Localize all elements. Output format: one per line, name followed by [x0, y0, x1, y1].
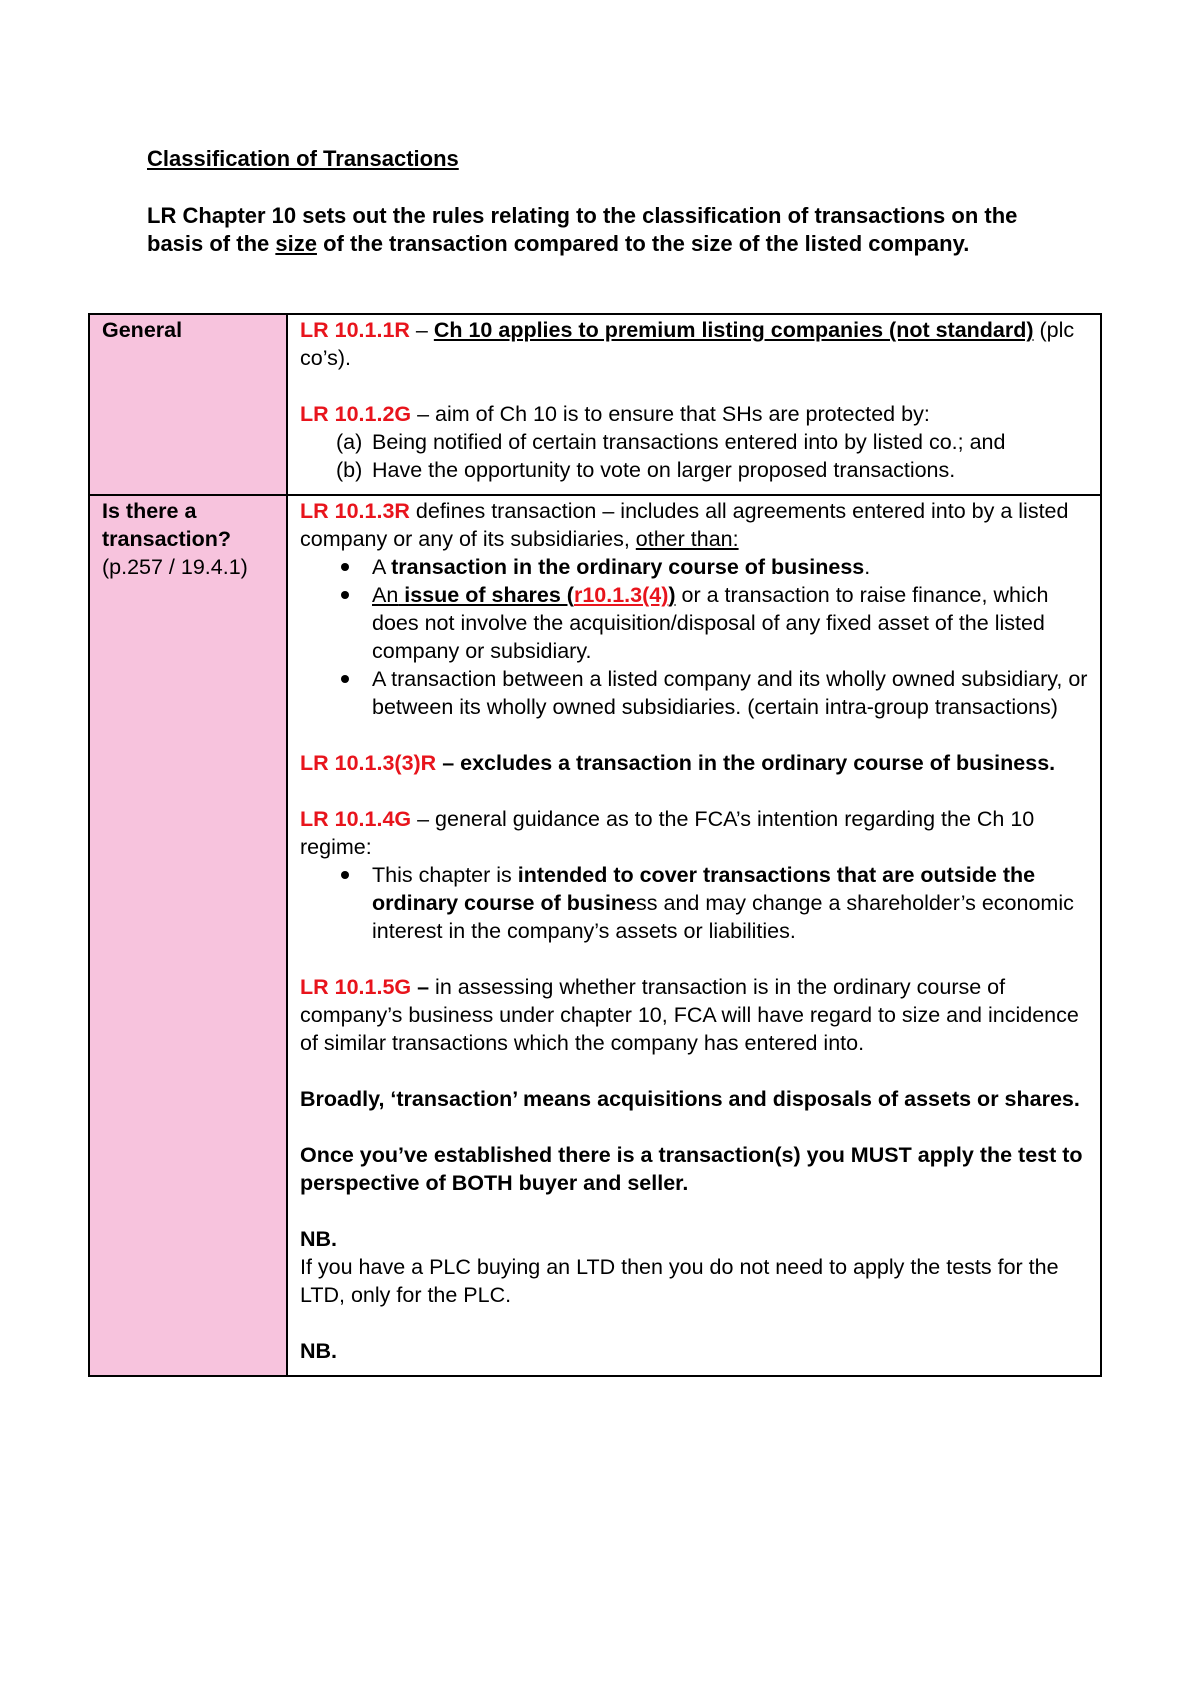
- transaction-label-reference: (p.257 / 19.4.1): [102, 555, 248, 579]
- list-item: (a) Being notified of certain transactions entered into by listed co.; and: [336, 430, 1006, 454]
- list-item: A transaction in the ordinary course of business.: [300, 553, 1090, 581]
- list-marker: (a): [336, 430, 363, 454]
- transaction-label-line2: transaction?: [102, 527, 232, 551]
- rule-ref: LR 10.1.2G: [300, 402, 412, 426]
- rule-ref: LR 10.1.1R: [300, 318, 410, 342]
- rule-ref: LR 10.1.4G: [300, 807, 412, 831]
- rule-ref: LR 10.1.5G: [300, 975, 412, 999]
- rule-10-1-2: LR 10.1.2G – aim of Ch 10 is to ensure that SHs are protected by:: [300, 402, 930, 426]
- rule-ref: r10.1.3(4): [573, 583, 669, 607]
- list-marker: (b): [336, 458, 363, 482]
- general-label-cell: [89, 314, 287, 495]
- intro-paragraph: [147, 202, 1047, 258]
- rule-10-1-5: LR 10.1.5G – in assessing whether transaction is in the ordinary course of company’s business under chapter 10, FCA will have regard to size and incidence of similar transactions which the company has entered into.: [300, 975, 1079, 1055]
- rule-ref: LR 10.1.3(3)R: [300, 751, 437, 775]
- broadly-note: Broadly, ‘transaction’ means acquisitions and disposals of assets or shares.: [300, 1087, 1080, 1111]
- general-label: General: [102, 318, 183, 342]
- rules-table: [88, 313, 1102, 1377]
- once-note: Once you’ve established there is a transaction(s) you MUST apply the test to perspective of BOTH buyer and seller.: [300, 1143, 1083, 1195]
- rule-emphasis: Ch 10 applies to premium listing companies (not standard): [433, 318, 1034, 342]
- list-item: An issue of shares (r10.1.3(4)) or a transaction to raise finance, which does not involve the acquisition/disposal of any fixed asset of the listed company or subsidiary.: [300, 581, 1090, 665]
- page-title: Classification of Transactions: [147, 146, 459, 171]
- general-content-cell: [287, 314, 1101, 495]
- guidance-list: [300, 861, 1090, 945]
- list-item: A transaction between a listed company and its wholly owned subsidiary, or between its wholly owned subsidiaries. (certain intra-group transactions): [300, 665, 1090, 721]
- intro-text-end: of the transaction compared to the size of the listed company.: [316, 231, 970, 256]
- nb-label: NB.: [300, 1339, 338, 1363]
- table-row-general: [89, 314, 1101, 495]
- rule-10-1-3: LR 10.1.3R defines transaction – includes all agreements entered into by a listed company or any of its subsidiaries, other than:: [300, 499, 1069, 551]
- rule-10-1-3-3: LR 10.1.3(3)R – excludes a transaction in the ordinary course of business.: [300, 751, 1056, 775]
- intro-text-start: LR Chapter 10 sets out the rules relating to the classification of transactions on the basis of the: [147, 203, 1018, 256]
- table-row-transaction: [89, 495, 1101, 1376]
- rule-10-1-4: LR 10.1.4G – general guidance as to the FCA’s intention regarding the Ch 10 regime:: [300, 807, 1035, 859]
- protection-list: [300, 428, 1090, 484]
- list-item: This chapter is intended to cover transactions that are outside the ordinary course of business and may change a shareholder’s economic interest in the company’s assets or liabilities.: [300, 861, 1090, 945]
- list-item: (b) Have the opportunity to vote on larger proposed transactions.: [336, 458, 956, 482]
- nb-label: NB.: [300, 1227, 338, 1251]
- transaction-label-cell: [89, 495, 287, 1376]
- transaction-content-cell: [287, 495, 1101, 1376]
- nb-text: If you have a PLC buying an LTD then you do not need to apply the tests for the LTD, only for the PLC.: [300, 1255, 1059, 1307]
- exclusion-list: [300, 553, 1090, 721]
- intro-size-word: size: [275, 231, 317, 256]
- transaction-label-line1: Is there a: [102, 499, 197, 523]
- rule-ref: LR 10.1.3R: [300, 499, 410, 523]
- rule-10-1-1: LR 10.1.1R – Ch 10 applies to premium listing companies (not standard) (plc co’s).: [300, 318, 1075, 370]
